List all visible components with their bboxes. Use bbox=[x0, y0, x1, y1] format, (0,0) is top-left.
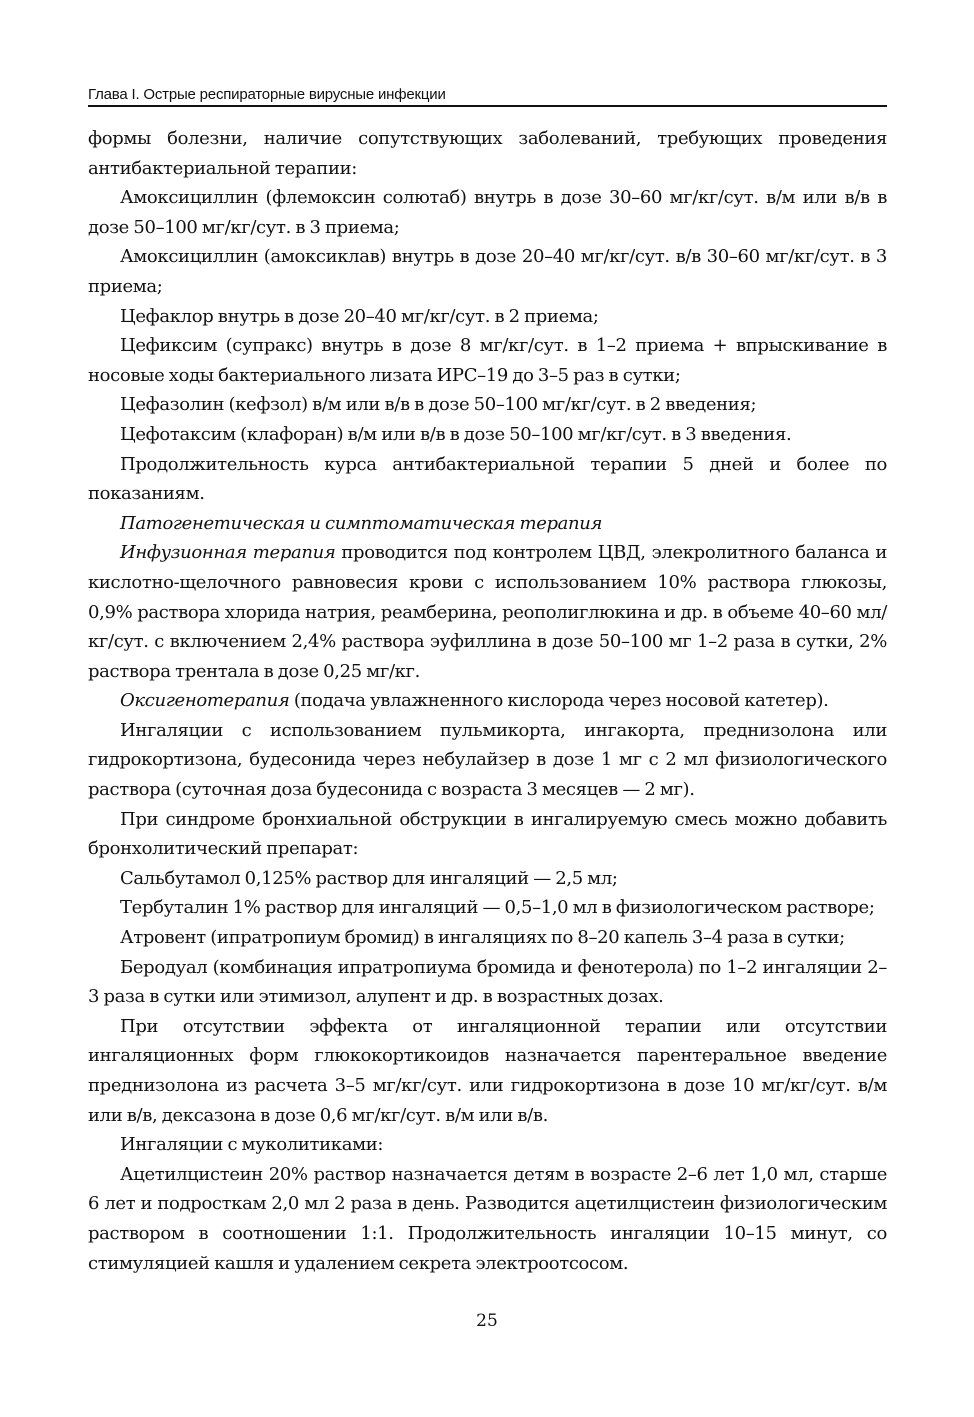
paragraph: Беродуал (комбинация ипратропиума бромида и фенотерола) по 1–2 ингаляции 2–3 раза в сутки или этимизол, алупент и др. в возрастных дозах. bbox=[88, 956, 887, 1008]
paragraph bbox=[88, 538, 887, 686]
running-head: Глава I. Острые респираторные вирусные инфекции bbox=[88, 86, 446, 103]
paragraph: Ингаляции с использованием пульмикорта, ингакорта, преднизолона или гидрокортизона, будесонида через небулайзер в дозе 1 мг с 2 мл физиологического раствора (суточная доза будесонида с возраста 3 месяцев — 2 мг). bbox=[88, 719, 887, 801]
paragraph: Амоксициллин (амоксиклав) внутрь в дозе 20–40 мг/кг/сут. в/в 30–60 мг/кг/сут. в 3 приема; bbox=[88, 246, 887, 297]
paragraph: При отсутствии эффекта от ингаляционной терапии или отсутствии ингаляционных форм глюкокортикоидов назначается парентеральное введение преднизолона из расчета 3–5 мг/кг/сут. или гидрокортизона в дозе 10 мг/кг/сут. в/м или в/в, дексазона в дозе 0,6 мг/кг/сут. в/м или в/в. bbox=[88, 1015, 887, 1126]
paragraph: Сальбутамол 0,125% раствор для ингаляций — 2,5 мл; bbox=[120, 867, 618, 889]
page-number: 25 bbox=[476, 1311, 498, 1331]
paragraph: Продолжительность курса антибактериальной терапии 5 дней и более по показаниям. bbox=[88, 453, 887, 505]
section-heading: Патогенетическая и симптоматическая терапия bbox=[120, 512, 603, 534]
paragraph: Тербуталин 1% раствор для ингаляций — 0,5–1,0 мл в физиологическом растворе; bbox=[120, 897, 875, 919]
paragraph-text: (подача увлажненного кислорода через носовой катетер). bbox=[289, 690, 829, 712]
paragraph: Амоксициллин (флемоксин солютаб) внутрь в дозе 30–60 мг/кг/сут. в/м или в/в в дозе 50–100 мг/кг/сут. в 3 приема; bbox=[88, 187, 887, 238]
paragraph bbox=[88, 686, 887, 716]
paragraph: При синдроме бронхиальной обструкции в ингалируемую смесь можно добавить бронхолитический препарат: bbox=[88, 808, 887, 860]
emphasis-term: Оксигенотерапия bbox=[120, 690, 290, 712]
paragraph: Цефотаксим (клафоран) в/м или в/в в дозе 50–100 мг/кг/сут. в 3 введения. bbox=[120, 423, 792, 445]
paragraph: Цефазолин (кефзол) в/м или в/в в дозе 50–100 мг/кг/сут. в 2 введения; bbox=[120, 394, 757, 416]
paragraph: Ацетилцистеин 20% раствор назначается детям в возрасте 2–6 лет 1,0 мл, старше 6 лет и подросткам 2,0 мл 2 раза в день. Разводится ацетилцистеин физиологическим раствором в соотношении 1:1. Продолжительность ингаляции 10–15 минут, со стимуляцией кашля и удалением секрета электроотсосом. bbox=[88, 1163, 887, 1274]
paragraph: формы болезни, наличие сопутствующих заболеваний, требующих проведения антибактериальной терапии: bbox=[88, 128, 887, 179]
paragraph: Цефаклор внутрь в дозе 20–40 мг/кг/сут. в 2 приема; bbox=[120, 305, 599, 327]
paragraph-text: проводится под контролем ЦВД, элекролитного баланса и кислотно-щелочного равновесия крови с использованием 10% раствора глюкозы, 0,9% раствора хлорида натрия, реамберина, реополиглюкина и др. в объеме 40–60 мл/кг/сут. с включением 2,4% раствора эуфиллина в дозе 50–100 мг 1–2 раза в сутки, 2% раствора трентала в дозе 0,25 мг/кг. bbox=[88, 542, 888, 682]
paragraph: Атровент (ипратропиум бромид) в ингаляциях по 8–20 капель 3–4 раза в сутки; bbox=[120, 927, 845, 949]
header-rule bbox=[88, 105, 887, 107]
body-text bbox=[88, 124, 887, 1278]
paragraph: Цефиксим (супракс) внутрь в дозе 8 мг/кг/сут. в 1–2 приема + впрыскивание в носовые ходы бактериального лизата ИРС–19 до 3–5 раз в сутки; bbox=[88, 335, 887, 386]
paragraph: Ингаляции с муколитиками: bbox=[120, 1134, 384, 1156]
emphasis-term: Инфузионная терапия bbox=[120, 542, 336, 564]
